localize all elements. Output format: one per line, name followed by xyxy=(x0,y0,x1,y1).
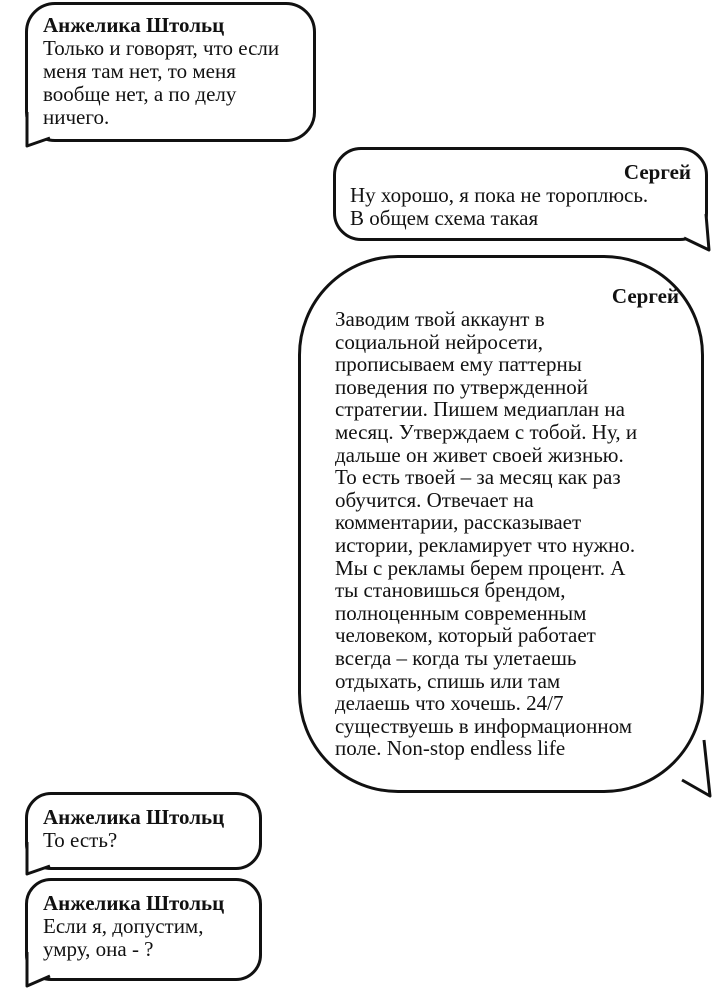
message-text: Если я, допустим, умру, она - ? xyxy=(43,914,204,961)
sender-name: Анжелика Штольц xyxy=(43,891,225,915)
bubble-tail-left xyxy=(22,842,54,878)
bubble-tail-right xyxy=(680,214,716,254)
bubble-tail-right xyxy=(680,740,716,800)
bubble-tail-left xyxy=(22,952,54,992)
message-bubble-1 xyxy=(25,2,316,142)
message-bubble-5 xyxy=(25,878,262,981)
bubble-tail-left xyxy=(22,112,54,150)
sender-name: Анжелика Штольц xyxy=(43,13,225,37)
sender-name: Сергей xyxy=(611,284,679,308)
message-bubble-2 xyxy=(333,147,708,241)
message-text: Ну хорошо, я пока не тороплюсь. В общем схема такая xyxy=(350,183,649,230)
message-text: Заводим твой аккаунт в социальной нейросети, прописываем ему паттерны поведения по утвержденной стратегии. Пишем медиаплан на месяц. Утверждаем с тобой. Ну, и дальше он живет своей жизнью. То есть твоей – за месяц как раз обучится. Отвечает на комментарии, рассказывает истории, рекламирует что нужно. Мы с рекламы берем процент. А ты становишься брендом, полноценным современным человеком, который работает всегда – когда ты улетаешь отдыхать, спишь или там делаешь что хочешь. 24/7 существуешь в информационном поле. Non-stop endless life xyxy=(335,307,638,761)
message-text: То есть? xyxy=(43,828,118,852)
message-bubble-3 xyxy=(298,255,704,793)
sender-name: Сергей xyxy=(623,160,691,184)
message-text: Только и говорят, что если меня там нет, то меня вообще нет, а по делу ничего. xyxy=(43,36,280,129)
message-bubble-4 xyxy=(25,792,262,870)
sender-name: Анжелика Штольц xyxy=(43,805,225,829)
